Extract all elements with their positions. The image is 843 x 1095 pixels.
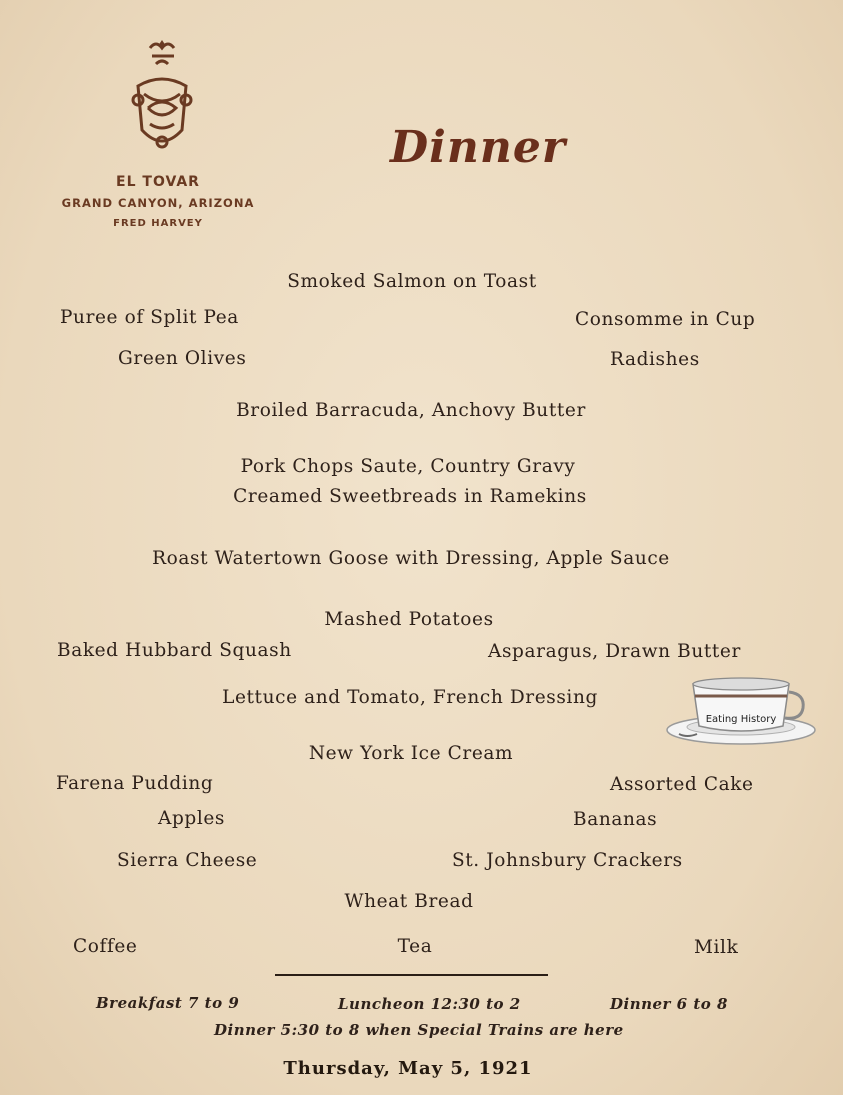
menu-item-appetizer: Smoked Salmon on Toast (287, 271, 537, 292)
menu-item-drink-left: Coffee (73, 936, 138, 957)
menu-item-dessert-right: Assorted Cake (610, 774, 754, 795)
menu-item-roast: Roast Watertown Goose with Dressing, Apple Sauce (152, 548, 670, 569)
hotel-name: EL TOVAR (116, 174, 200, 190)
menu-item-relish-right: Radishes (610, 349, 700, 370)
menu-item-veg-left: Baked Hubbard Squash (57, 640, 292, 661)
menu-item-soup-right: Consomme in Cup (575, 309, 756, 330)
menu-item-crackers: St. Johnsbury Crackers (452, 850, 683, 871)
menu-item-ice-cream: New York Ice Cream (308, 743, 514, 764)
hotel-location: GRAND CANYON, ARIZONA (61, 196, 255, 210)
watermark-label: Eating History (705, 714, 777, 725)
menu-item-salad: Lettuce and Tomato, French Dressing (222, 687, 598, 708)
menu-item-drink-right: Milk (694, 937, 739, 958)
menu-item-entree-2: Creamed Sweetbreads in Ramekins (233, 486, 587, 507)
hours-luncheon: Luncheon 12:30 to 2 (338, 995, 521, 1013)
menu-date: Thursday, May 5, 1921 (283, 1058, 533, 1079)
menu-item-cheese: Sierra Cheese (117, 850, 258, 871)
hours-breakfast: Breakfast 7 to 9 (96, 994, 240, 1012)
menu-item-fruit-right: Bananas (573, 809, 658, 830)
menu-item-relish-left: Green Olives (118, 348, 247, 369)
hotel-operator: FRED HARVEY (113, 218, 203, 229)
menu-item-soup-left: Puree of Split Pea (60, 307, 239, 328)
menu-item-veg-right: Asparagus, Drawn Butter (488, 641, 741, 662)
hours-special-trains: Dinner 5:30 to 8 when Special Trains are here (214, 1021, 624, 1039)
menu-item-bread: Wheat Bread (344, 891, 474, 912)
hours-dinner: Dinner 6 to 8 (610, 995, 728, 1013)
crest-icon (122, 38, 202, 163)
page-title: Dinner (389, 122, 567, 173)
menu-item-dessert-left: Farena Pudding (56, 773, 214, 794)
menu-item-fruit-left: Apples (158, 808, 226, 829)
teacup-watermark-icon (665, 672, 817, 752)
menu-item-fish: Broiled Barracuda, Anchovy Butter (236, 400, 586, 421)
menu-item-potatoes: Mashed Potatoes (324, 609, 494, 630)
menu-item-drink-center: Tea (397, 936, 433, 957)
menu-item-entree-1: Pork Chops Saute, Country Gravy (240, 456, 576, 477)
divider-rule (275, 974, 548, 976)
